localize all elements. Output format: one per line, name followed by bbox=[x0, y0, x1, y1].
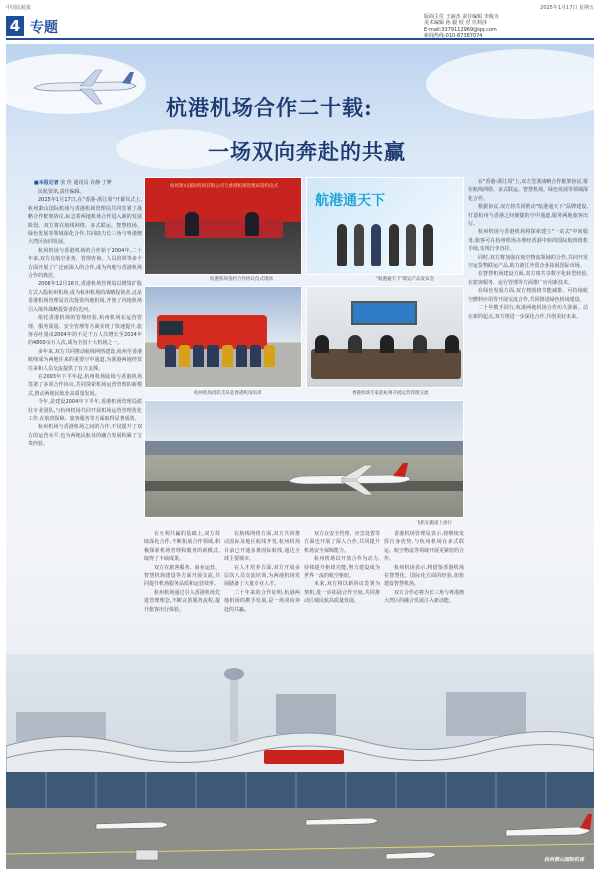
seated-attendees bbox=[315, 335, 459, 353]
photo-signing-ceremony bbox=[144, 177, 302, 275]
person-figure bbox=[315, 335, 329, 353]
article-paragraph: 在智慧机场建设方面,双方将共享数字化转型经验,在旅客服务、运行管理等方面推广应用新技术。 bbox=[468, 271, 588, 286]
article-paragraph: 二十年来的合作证明,杭港两地机场的携手发展,是一场双向奔赴的共赢。 bbox=[224, 589, 300, 613]
byline-names: 张 佳 通讯员 许静 丁梦 bbox=[60, 180, 112, 186]
article-paragraph: 在2003年下半年起,杭州机场陆续与香港机场签署了多项合作协议,共同探索机场运营管理的新模式,推动两地民航业高质量发展。 bbox=[28, 373, 142, 397]
launch-banner: 航港通天下 bbox=[315, 193, 385, 209]
person-figure bbox=[165, 345, 176, 367]
person-figure bbox=[264, 345, 275, 367]
article-column-bottom-b bbox=[224, 530, 300, 654]
photo-fire-truck-team bbox=[144, 286, 302, 388]
article-paragraph: 在互利共赢的基础上,双方持续深化合作,不断拓展合作领域,积极探索机场管理和服务的新模式,取得了丰硕成果。 bbox=[144, 531, 220, 563]
article-column-bottom-c bbox=[304, 530, 380, 654]
person-figure bbox=[380, 335, 394, 353]
article-paragraph: 依托香港机场的管理经验,杭州机场在运营管理、服务质量、安全管理等方面实现了快速提升,旅客吞吐量由2004年的不足千万人次增长至2024年的4800余万人次,成为全国十大机场之一。 bbox=[28, 315, 142, 347]
page-header bbox=[6, 14, 594, 40]
feature-panel bbox=[6, 44, 594, 869]
photo-caption: 飞机在跑道上滑行 bbox=[416, 521, 452, 526]
person-figure bbox=[413, 335, 427, 353]
photo-caption: 杭港机场签约合作协议仪式现场 bbox=[210, 277, 273, 282]
photo-caption: 杭州机场消防支队赴香港机场培训 bbox=[194, 391, 262, 396]
airplane-illustration bbox=[30, 66, 140, 106]
article-paragraph: 未来,双方将以新协议签署为契机,进一步拓展合作空间,共同推动区域民航高质量发展。 bbox=[304, 581, 380, 605]
photo-aircraft-taxiing bbox=[144, 400, 464, 518]
editor-email: E-mail:3379112969@qq.com bbox=[424, 26, 497, 33]
conference-table bbox=[311, 349, 461, 379]
person-figure bbox=[207, 345, 218, 367]
person-figure bbox=[222, 345, 233, 367]
article-paragraph: 同时,双方将加强在航空物流领域的合作,共同开发空运货物联运产品,助力浙江外贸企业拓展国际市场。 bbox=[468, 254, 588, 270]
headline bbox=[166, 92, 496, 166]
article-column-right bbox=[468, 178, 588, 618]
person-figure bbox=[371, 224, 381, 266]
article-paragraph: 双方在旅客服务、商业运营、智慧机场建设等方面开展交流,共同提升机场服务品质和运营效率。 bbox=[144, 564, 220, 588]
article-paragraph: 双方在安全管理、应急处置等方面也开展了深入合作,共同提升机场安全保障能力。 bbox=[304, 531, 380, 554]
person-figure bbox=[236, 345, 247, 367]
person-figure bbox=[354, 224, 364, 266]
article-paragraph: 杭州机场与香港机场将探索建立"一站式"中转服务,旅客可在杭州机场办理经香港中转的国际航班值机手续,实现行李直挂。 bbox=[468, 229, 588, 253]
article-paragraph: 多年来,双方共同推动航线网络建设,杭州至香港航线成为两地往来的重要空中通道,为浙港两地经贸往来和人员交流提供了有力支撑。 bbox=[28, 348, 142, 372]
photo-meeting bbox=[306, 286, 464, 388]
article-paragraph: 杭州机场与香港机场之间的合作,不仅提升了双方的运营水平,也为两地民航业的融合发展积累了宝贵经验。 bbox=[28, 424, 142, 448]
article-paragraph: 杭州机场与香港机场的合作始于2004年,二十年来,双方在航空业务、管理咨询、人员培训等多个方面开展了广泛而深入的合作,成为内地与香港机场合作的典范。 bbox=[28, 247, 142, 280]
article-column-bottom-a bbox=[144, 530, 220, 654]
article-paragraph: 2025年1月17日,在"香港-浙江周"开幕仪式上,杭州萧山国际机场与香港机场管理局共同签署了战略合作框架协议,标志着两地机场合作进入新的发展阶段。双方将在航线网络、多式联运、智慧机场、绿色发展等领域深化合作,共同助力长三角与粤港澳大湾区协同发展。 bbox=[28, 197, 142, 246]
editor-line: 美术编辑 孙 毅 校 对 任莉莎 bbox=[424, 20, 487, 27]
team-lineup bbox=[165, 345, 275, 367]
article-paragraph: 在人才培养方面,双方开展多层次人员交流培训,为两地机场发展储备了大量专业人才。 bbox=[224, 564, 300, 588]
article-paragraph: 在"香港-浙江周"上,双方签署战略合作框架协议,将在航线网络、多式联运、智慧机场、绿色发展等领域深化合作。 bbox=[468, 179, 588, 202]
article-paragraph: 在航线网络方面,双方共同推动国际及地区航线开发,杭州机场目前已开通多条国际航线,通达全球主要城市。 bbox=[224, 531, 300, 563]
truck-window bbox=[159, 321, 183, 335]
person-figure bbox=[250, 345, 261, 367]
person-figure bbox=[445, 335, 459, 353]
photo-product-launch bbox=[306, 177, 464, 275]
paper-name: 中国民航报 bbox=[6, 5, 32, 11]
presentation-screen bbox=[351, 301, 417, 325]
byline bbox=[34, 179, 112, 186]
byline-prefix: ■本报记者 bbox=[34, 180, 59, 186]
article-paragraph: 双方合作必将为长三角与粤港澳大湾区的融合发展注入新动能。 bbox=[384, 589, 464, 605]
person-figure bbox=[337, 224, 347, 266]
top-strip bbox=[6, 3, 594, 13]
person-figure bbox=[406, 224, 416, 266]
photo-caption: "航港通天下"联运产品发布会 bbox=[376, 277, 435, 282]
person-figure bbox=[245, 212, 259, 236]
article-paragraph: 2006年12月16日,香港机场管理局以增资扩股方式入股杭州机场,成为杭州机场的战略投资者,这是香港机场管理局首次投资内地机场,开创了内地机场引入境外战略投资者的先河。 bbox=[28, 281, 142, 313]
headline-line-2: 一场双向奔赴的共赢 bbox=[208, 139, 406, 164]
article-paragraph: 香港机场管理局表示,将继续发挥自身优势,与杭州机场在多式联运、航空物流等领域开展更紧密的合作。 bbox=[384, 531, 464, 563]
article-column-left bbox=[28, 188, 142, 578]
article-paragraph: 杭州机场通过引入香港机场先进管理理念,不断完善服务流程,提升旅客出行体验。 bbox=[144, 589, 220, 613]
airport-terminal-image bbox=[6, 654, 594, 869]
article-paragraph: 杭州机场以开放合作为动力,持续提升枢纽功能,努力建设成为世界一流的航空枢纽。 bbox=[304, 556, 380, 580]
backdrop-banner: 杭州萧山国际机场有限公司与香港机场管理局签约仪式 bbox=[170, 184, 278, 189]
person-figure bbox=[348, 335, 362, 353]
section-title: 专题 bbox=[30, 20, 58, 36]
group-of-people bbox=[337, 224, 433, 270]
editor-hotline: 新闻热线:010-87387074 bbox=[424, 33, 483, 40]
aircraft-icon bbox=[285, 461, 415, 497]
article-paragraph: 民航资讯,责任编辑。 bbox=[38, 189, 85, 195]
article-paragraph: 二十年携手同行,杭港两地机场合作历久弥新。站在新的起点,双方将进一步深化合作,共创美好未来。 bbox=[468, 305, 588, 320]
article-paragraph: 今年,是建设2004年下半年,香港机场管理局派驻专业团队,与杭州机场共同开展机场运营管理优化工作,在航班保障、旅客服务等方面取得显著成效。 bbox=[28, 399, 142, 422]
editor-line: 版面主任 王丽杰 责任编辑 李俊为 bbox=[424, 14, 499, 20]
person-figure bbox=[185, 212, 199, 236]
article-paragraph: 根据协议,双方将共同推动"航港通天下"品牌建设,打造杭州与香港之间便捷的空中通道,服务两地旅客出行。 bbox=[468, 204, 588, 228]
headline-line-1: 杭港机场合作二十载: bbox=[166, 95, 373, 120]
airport-logo: 杭州萧山国际机场 bbox=[543, 857, 584, 863]
issue-date: 2025年1月17日 星期五 bbox=[540, 5, 594, 11]
skyline bbox=[145, 441, 464, 455]
section-number: 4 bbox=[6, 16, 24, 36]
signing-table bbox=[165, 218, 283, 238]
person-figure bbox=[423, 224, 433, 266]
person-figure bbox=[193, 345, 204, 367]
person-figure bbox=[179, 345, 190, 367]
photo-caption: 香港机场专家赴杭州开展运营管理交流 bbox=[352, 391, 429, 396]
person-figure bbox=[389, 224, 399, 266]
article-paragraph: 杭州机场表示,将借鉴香港机场在智慧化、国际化方面的经验,加快建设智慧机场。 bbox=[384, 564, 464, 588]
article-paragraph: 在绿色发展方面,双方将围绕节能减排、可持续航空燃料应用等开展交流合作,共同推进绿色机场建设。 bbox=[468, 288, 588, 303]
article-column-bottom-d bbox=[384, 530, 464, 654]
editor-info bbox=[424, 14, 594, 40]
